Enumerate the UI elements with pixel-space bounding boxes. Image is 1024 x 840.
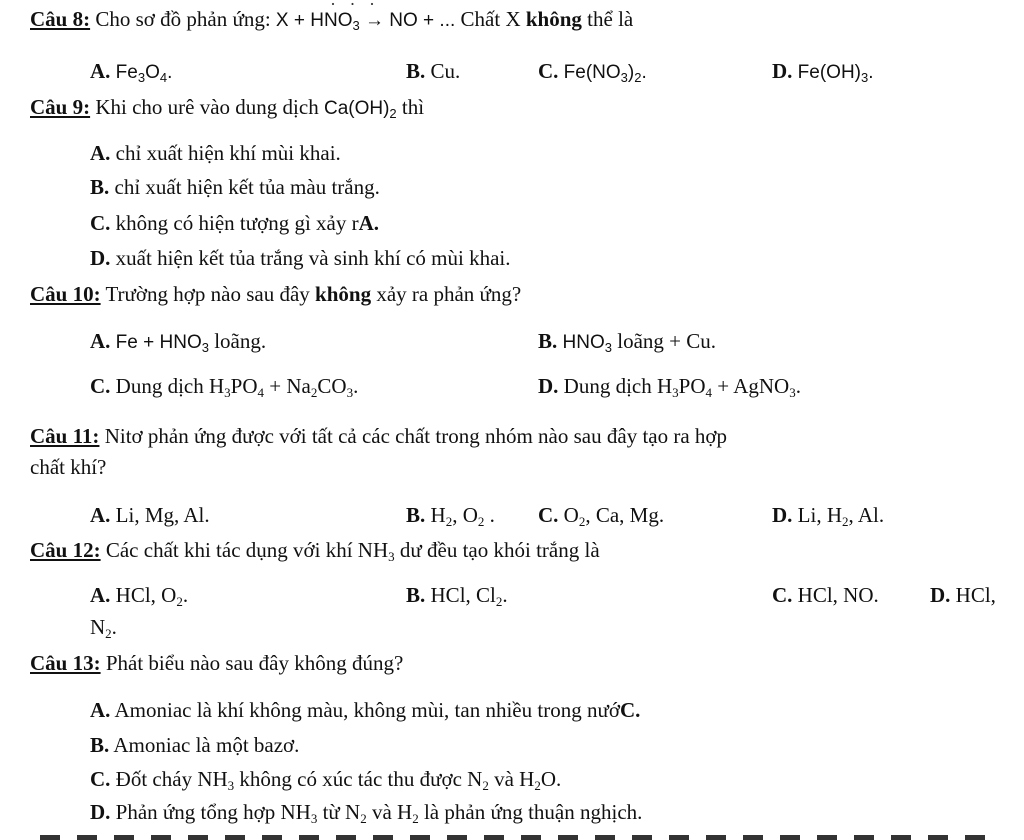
q8-option-d[interactable]: D. $Fe(OH)_3$. bbox=[772, 59, 874, 85]
q11-option-b[interactable]: B. $H_2$, $O_2$ . bbox=[406, 503, 495, 529]
q10-option-c[interactable]: C. Dung dịch $H_3PO_4 + Na_2CO_3$. bbox=[90, 374, 359, 400]
q13-option-b[interactable]: B. Amoniac là một bazơ. bbox=[90, 733, 300, 757]
q12-option-a[interactable]: A. HCl, $O_2$. bbox=[90, 583, 189, 609]
question-11-line2: chất khí? bbox=[30, 455, 107, 479]
q13-option-c[interactable]: C. Đốt cháy $NH_3$ không có xúc tác thu được $N_2$ và $H_2O$. bbox=[90, 767, 562, 793]
question-12: Câu 12: Các chất khi tác dụng với khí $NH_3$ dư đều tạo khói trắng là bbox=[30, 538, 600, 564]
question-12-label: Câu 12: bbox=[30, 538, 101, 562]
q10-option-a[interactable]: A. $Fe + HNO_3$ loãng. bbox=[90, 329, 267, 355]
q9-option-b[interactable]: B. chỉ xuất hiện kết tủa màu trắng. bbox=[90, 175, 380, 199]
q12-option-b[interactable]: B. HCl, $Cl_2$. bbox=[406, 583, 508, 609]
q9-option-a[interactable]: A. chỉ xuất hiện khí mùi khai. bbox=[90, 141, 341, 165]
question-8: Câu 8: Cho sơ đồ phản ứng: $X + HNO_3$ → NO + ... Chất X không thể là bbox=[30, 7, 634, 33]
question-11-label: Câu 11: bbox=[30, 424, 100, 448]
q11-option-c[interactable]: C. $O_2$, Ca, Mg. bbox=[538, 503, 665, 529]
q10-option-b[interactable]: B. $HNO_3$ loãng + Cu. bbox=[538, 329, 716, 355]
cropped-bottom-text: ▬ ▬ ▬ ▬ ▬ ▬ ▬ ▬ ▬ ▬ ▬ ▬ ▬ ▬ ▬ ▬ ▬ ▬ ▬ ▬ ▬ ▬ ▬ ▬ ▬ ▬ bbox=[40, 828, 991, 840]
q13-option-d[interactable]: D. Phản ứng tổng hợp $NH_3$ từ $N_2$ và $H_2$ là phản ứng thuận nghịch. bbox=[90, 800, 643, 826]
q11-option-d[interactable]: D. Li, $H_2$, Al. bbox=[772, 503, 885, 529]
question-9: Câu 9: Khi cho urê vào dung dịch $Ca(OH)_2$ thì bbox=[30, 95, 425, 121]
question-13: Câu 13: Phát biểu nào sau đây không đúng? bbox=[30, 651, 404, 675]
q12-option-d[interactable]: D. HCl, bbox=[930, 583, 996, 607]
q8-option-b[interactable]: B. Cu. bbox=[406, 59, 461, 83]
question-10-label: Câu 10: bbox=[30, 282, 101, 306]
q10-option-d[interactable]: D. Dung dịch $H_3PO_4$ + AgNO$_3$. bbox=[538, 374, 801, 400]
cropped-top-text: · · · bbox=[330, 0, 375, 14]
q13-option-a[interactable]: A. Amoniac là khí không màu, không mùi, tan nhiều trong nướC. bbox=[90, 698, 641, 722]
q9-option-c[interactable]: C. không có hiện tượng gì xảy rA. bbox=[90, 211, 380, 235]
question-10: Câu 10: Trường hợp nào sau đây không xảy ra phản ứng? bbox=[30, 282, 522, 306]
q8-option-a[interactable]: A. $Fe_3O_4$. bbox=[90, 59, 173, 85]
question-13-label: Câu 13: bbox=[30, 651, 101, 675]
q12-option-d-continued: $N_2$. bbox=[90, 615, 117, 641]
q12-option-c[interactable]: C. HCl, NO. bbox=[772, 583, 879, 607]
question-11: Câu 11: Nitơ phản ứng được với tất cả các chất trong nhóm nào sau đây tạo ra hợp bbox=[30, 424, 728, 448]
q8-option-c[interactable]: C. $Fe(NO_3)_2$. bbox=[538, 59, 647, 85]
question-8-label: Câu 8: bbox=[30, 7, 91, 31]
q9-option-d[interactable]: D. xuất hiện kết tủa trắng và sinh khí có mùi khai. bbox=[90, 246, 511, 270]
q11-option-a[interactable]: A. Li, Mg, Al. bbox=[90, 503, 210, 527]
question-8-equation: $X + HNO_3$ → NO + ... bbox=[275, 10, 461, 33]
question-8-text: Cho sơ đồ phản ứng: bbox=[95, 7, 276, 31]
question-9-label: Câu 9: bbox=[30, 95, 91, 119]
